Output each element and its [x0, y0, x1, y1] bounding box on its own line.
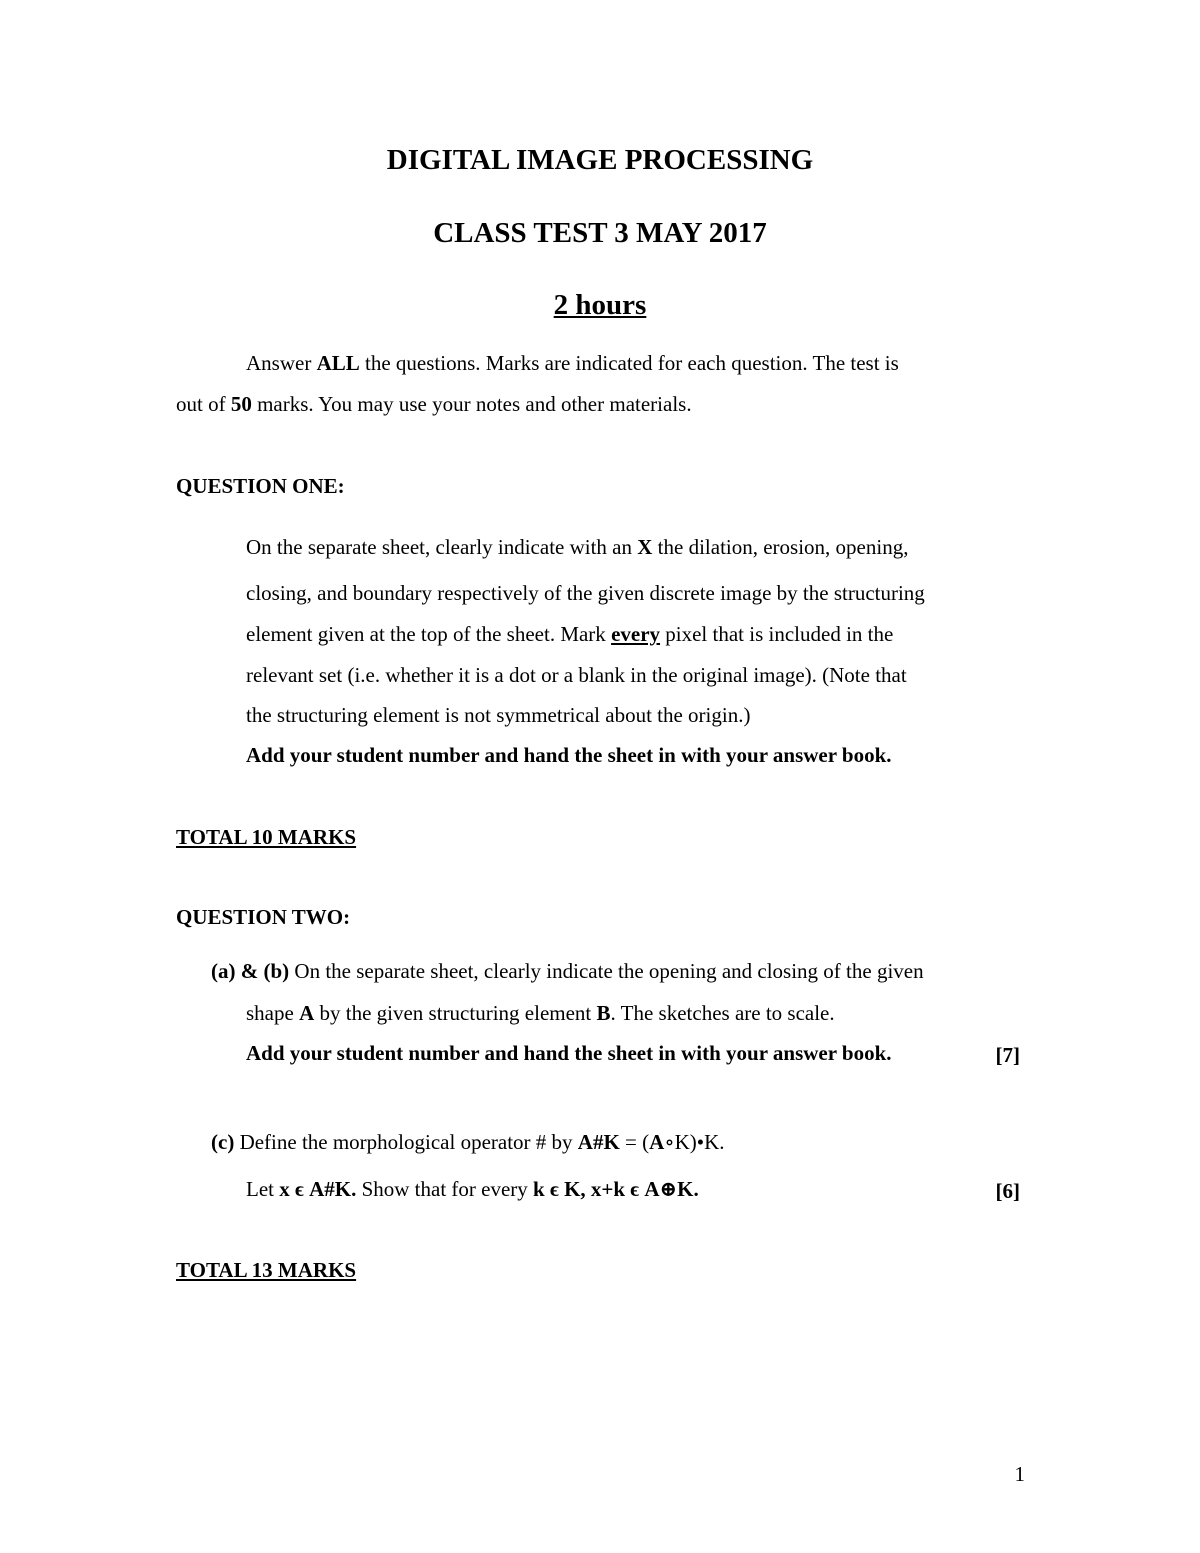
instructions-text: the questions. Marks are indicated for each question. The test is [359, 351, 899, 375]
q1-line-5: the structuring element is not symmetrical about the origin.) [246, 703, 751, 727]
duration-title [0, 291, 1200, 320]
q2c-text: ∘K)•K. [664, 1130, 725, 1154]
q2c-expression-1: x ϵ A#K. [279, 1177, 357, 1201]
q1-line-1 [246, 537, 908, 558]
q2c-line-2 [246, 1179, 699, 1200]
total-marks-value: 50 [230, 392, 252, 416]
q2c-text: Define the morphological operator # by [234, 1130, 578, 1154]
q1-every-emphasis: every [611, 622, 661, 646]
instructions-text: out of [176, 392, 231, 416]
q2ab-text: by the given structuring element [314, 1001, 597, 1025]
question-one-heading: QUESTION ONE: [176, 474, 345, 498]
test-title: CLASS TEST 3 MAY 2017 [433, 217, 767, 249]
q1-text: the dilation, erosion, opening, [652, 535, 909, 559]
q2ab-text: shape [246, 1001, 300, 1025]
instructions-text: Answer [246, 351, 317, 375]
instructions-line-1 [246, 353, 899, 374]
instructions-line-2 [176, 394, 692, 415]
q2-part-a-label: (a) [211, 959, 236, 983]
instructions-emphasis: ALL [316, 351, 360, 375]
q1-total-marks: TOTAL 10 MARKS [176, 825, 357, 849]
q2-part-b-label: (b) [263, 959, 290, 983]
q1-hand-in-note: Add your student number and hand the sheet in with your answer book. [246, 743, 892, 767]
q2c-marks: [6] [995, 1179, 1020, 1203]
q2c-line-1 [211, 1132, 725, 1153]
q2c-operator: A#K [577, 1130, 620, 1154]
page-number: 1 [1014, 1462, 1025, 1486]
q2c-expression-2: k ϵ K, x+k ϵ A⊕K. [533, 1177, 699, 1201]
q2ab-line-1 [211, 961, 924, 982]
q1-line-3 [246, 624, 893, 645]
course-title: DIGITAL IMAGE PROCESSING [386, 144, 814, 176]
q2-shape-a: A [299, 1001, 315, 1025]
q2ab-text: On the separate sheet, clearly indicate the opening and closing of the given [289, 959, 924, 983]
q2c-text: = ( [619, 1130, 650, 1154]
q2-ampersand: & [235, 959, 264, 983]
duration-text: 2 hours [553, 289, 647, 321]
instructions-text: marks. You may use your notes and other materials. [251, 392, 692, 416]
q2ab-line-2 [246, 1003, 835, 1024]
q2c-operand-a: A [649, 1130, 665, 1154]
q1-text: pixel that is included in the [660, 622, 894, 646]
q2ab-text: . The sketches are to scale. [610, 1001, 835, 1025]
question-two-heading: QUESTION TWO: [176, 905, 351, 929]
q1-line-4: relevant set (i.e. whether it is a dot or a blank in the original image). (Note that [246, 663, 907, 687]
q2c-text: Show that for every [356, 1177, 534, 1201]
q2-total-marks: TOTAL 13 MARKS [176, 1258, 357, 1282]
q2-hand-in-note: Add your student number and hand the sheet in with your answer book. [246, 1041, 892, 1065]
q2-element-b: B [596, 1001, 611, 1025]
q1-text: On the separate sheet, clearly indicate with an [246, 535, 638, 559]
q2ab-marks: [7] [995, 1043, 1020, 1067]
q1-text: element given at the top of the sheet. Mark [246, 622, 612, 646]
q1-line-2: closing, and boundary respectively of the given discrete image by the structuring [246, 581, 925, 605]
q1-x-mark: X [637, 535, 653, 559]
q2c-text: Let [246, 1177, 280, 1201]
q2-part-c-label: (c) [211, 1130, 235, 1154]
